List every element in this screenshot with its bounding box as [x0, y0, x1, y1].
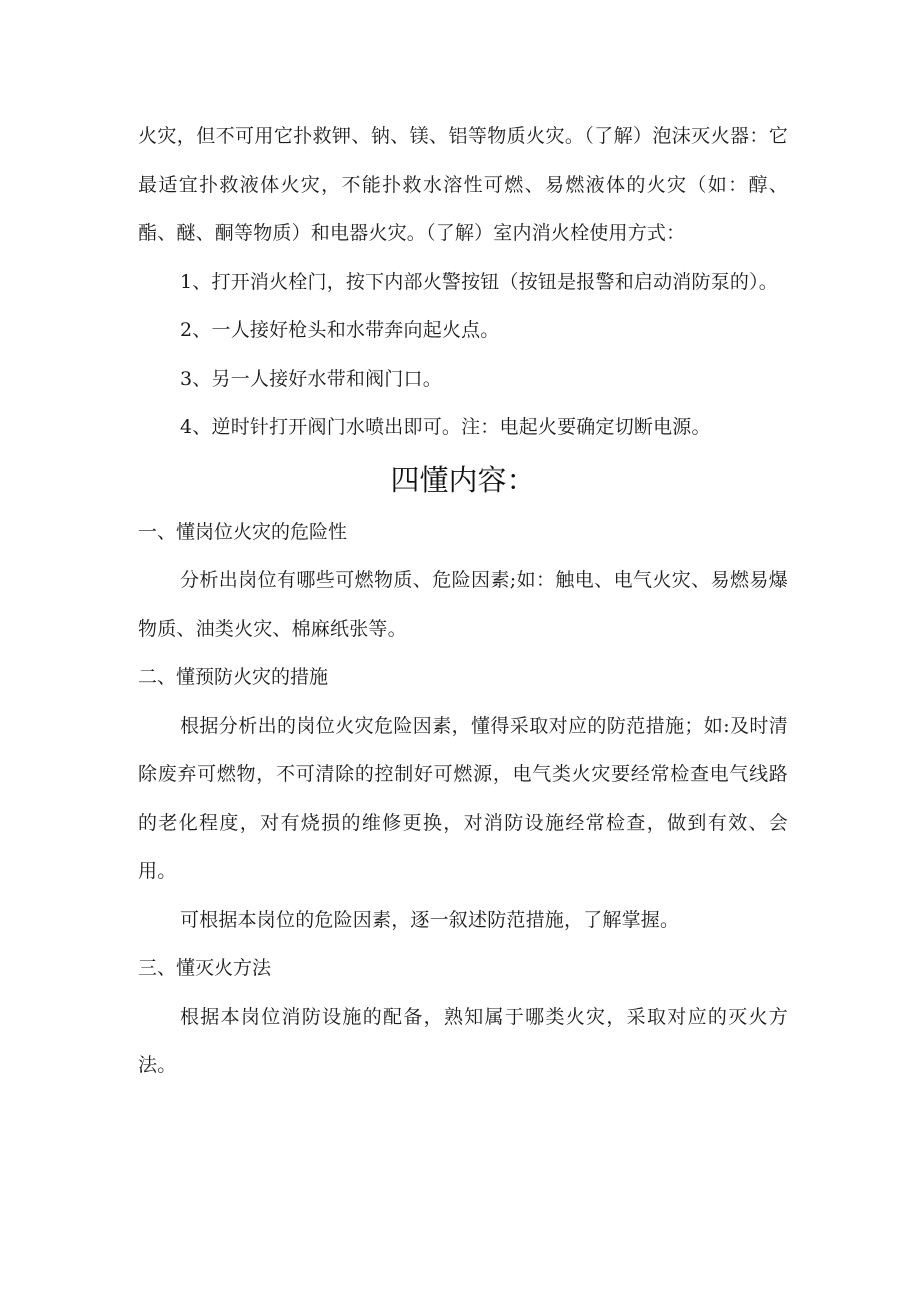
section-heading: 三、懂灭火方法 — [138, 957, 272, 979]
section-paragraph: 分析出岗位有哪些可燃物质、危险因素;如：触电、电气火灾、易燃易爆物质、油类火灾、棉麻纸张等。 — [138, 569, 788, 640]
step-item: 3、另一人接好水带和阀门口。 — [180, 367, 442, 390]
section-paragraph: 根据分析出的岗位火灾危险因素，懂得采取对应的防范措施；如:及时清除废弃可燃物，不可清除的控制好可燃源，电气类火灾要经常检查电气线路的老化程度，对有烧损的维修更换，对消防设施经常检查，做到有效、会用。 — [138, 714, 788, 882]
step-item: 2、一人接好枪头和水带奔向起火点。 — [180, 319, 500, 341]
intro-paragraph: 火灾，但不可用它扑救钾、钠、镁、铝等物质火灾。（了解）泡沫灭火器：它最适宜扑救液体火灾，不能扑救水溶性可燃、易燃液体的火灾（如：醇、酯、醚、酮等物质）和电器火灾。（了解）室内消火栓使用方式： — [138, 125, 788, 244]
section-paragraph: 根据本岗位消防设施的配备，熟知属于哪类火灾，采取对应的灭火方法。 — [138, 1005, 788, 1076]
page-title: 四懂内容： — [390, 462, 536, 497]
section-heading: 二、懂预防火灾的措施 — [138, 666, 329, 688]
step-item: 4、逆时针打开阀门水喷出即可。注：电起火要确定切断电源。 — [180, 416, 711, 438]
section-paragraph: 可根据本岗位的危险因素，逐一叙述防范措施，了解掌握。 — [180, 908, 680, 931]
step-item: 1、打开消火栓门，按下内部火警按钮（按钮是报警和启动消防泵的）。 — [180, 270, 778, 293]
section-heading: 一、懂岗位火灾的危险性 — [138, 520, 348, 543]
document-body — [138, 112, 788, 1090]
